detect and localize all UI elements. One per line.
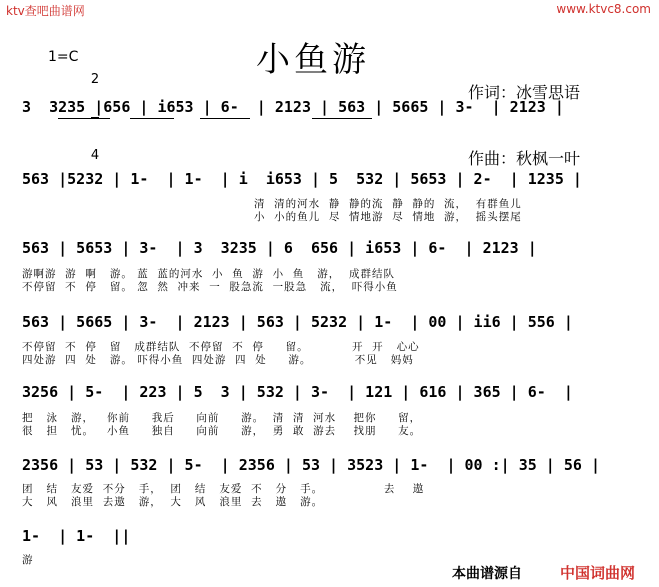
staff-line-7-notes: 1- | 1- || [22, 527, 131, 545]
staff-line-2-lyrics-1: 清 清的河水 静 静的流 静 静的 流， 有群鱼儿 [254, 198, 522, 210]
beam-underline [312, 118, 372, 119]
beam-underline [200, 118, 250, 119]
staff-line-6-lyrics-1: 团 结 友爱 不分 手， 团 结 友爱 不 分 手。 去 遨 [22, 483, 425, 495]
key-signature: 1=C [48, 49, 79, 65]
staff-line-5-lyrics-1: 把 泳 游， 你前 我后 向前 游。 清 清 河水 把你 留， [22, 412, 422, 424]
staff-line-6-notes: 2356 | 53 | 532 | 5- | 2356 | 53 | 3523 | 1- | 00 :| 35 | 56 | [22, 456, 600, 474]
song-title: 小鱼游 [256, 40, 370, 80]
staff-line-2-notes: 563 |5232 | 1- | 1- | i i653 | 5 532 | 5653 | 2- | 1235 | [22, 170, 582, 188]
staff-line-3-lyrics-2: 不停留 不 停 留。 忽 然 冲来 一 股急流 一股急 流， 吓得小鱼 [22, 281, 398, 293]
staff-line-1-notes: 3 3235 |656 | i653 | 6- | 2123 | 563 | 5665 | 3- | 2123 | [22, 98, 564, 116]
composer: 作曲：秋枫一叶 [468, 149, 581, 168]
staff-line-2-lyrics-2: 小 小的鱼儿 尽 情地游 尽 情地 游， 摇头摆尾 [254, 211, 522, 223]
staff-line-5-notes: 3256 | 5- | 223 | 5 3 | 532 | 3- | 121 | 616 | 365 | 6- | [22, 383, 573, 401]
watermark-left: ktv查吧曲谱网 [6, 4, 85, 18]
beam-underline [58, 118, 110, 119]
beam-underline [130, 118, 174, 119]
staff-line-4-lyrics-2: 四处游 四 处 游。 吓得小鱼 四处游 四 处 游。 不见 妈妈 [22, 354, 414, 366]
staff-line-7-lyrics-1: 游 [22, 554, 34, 566]
source-label: 本曲谱源自 [452, 566, 522, 582]
staff-line-6-lyrics-2: 大 风 浪里 去遨 游， 大 风 浪里 去 遨 游。 [22, 496, 324, 508]
meter-bottom: 4 [90, 148, 100, 163]
staff-line-4-lyrics-1: 不停留 不 停 留 成群结队 不停留 不 停 留。 开 开 心心 [22, 341, 420, 353]
staff-line-5-lyrics-2: 很 担 忧。 小鱼 独自 向前 游， 勇 敢 游去 找朋 友。 [22, 425, 422, 437]
watermark-right: www.ktvc8.com [556, 2, 651, 16]
source-site: 中国词曲网 [560, 564, 636, 582]
meter-top: 2 [90, 72, 100, 87]
staff-line-3-notes: 563 | 5653 | 3- | 3 3235 | 6 656 | i653 | 6- | 2123 | [22, 239, 537, 257]
staff-line-3-lyrics-1: 游啊游 游 啊 游。 蓝 蓝的河水 小 鱼 游 小 鱼 游， 成群结队 [22, 268, 395, 280]
staff-line-4-notes: 563 | 5665 | 3- | 2123 | 563 | 5232 | 1- | 00 | ii6 | 556 | [22, 313, 573, 331]
lyricist: 作词：冰雪思语 [468, 83, 581, 102]
